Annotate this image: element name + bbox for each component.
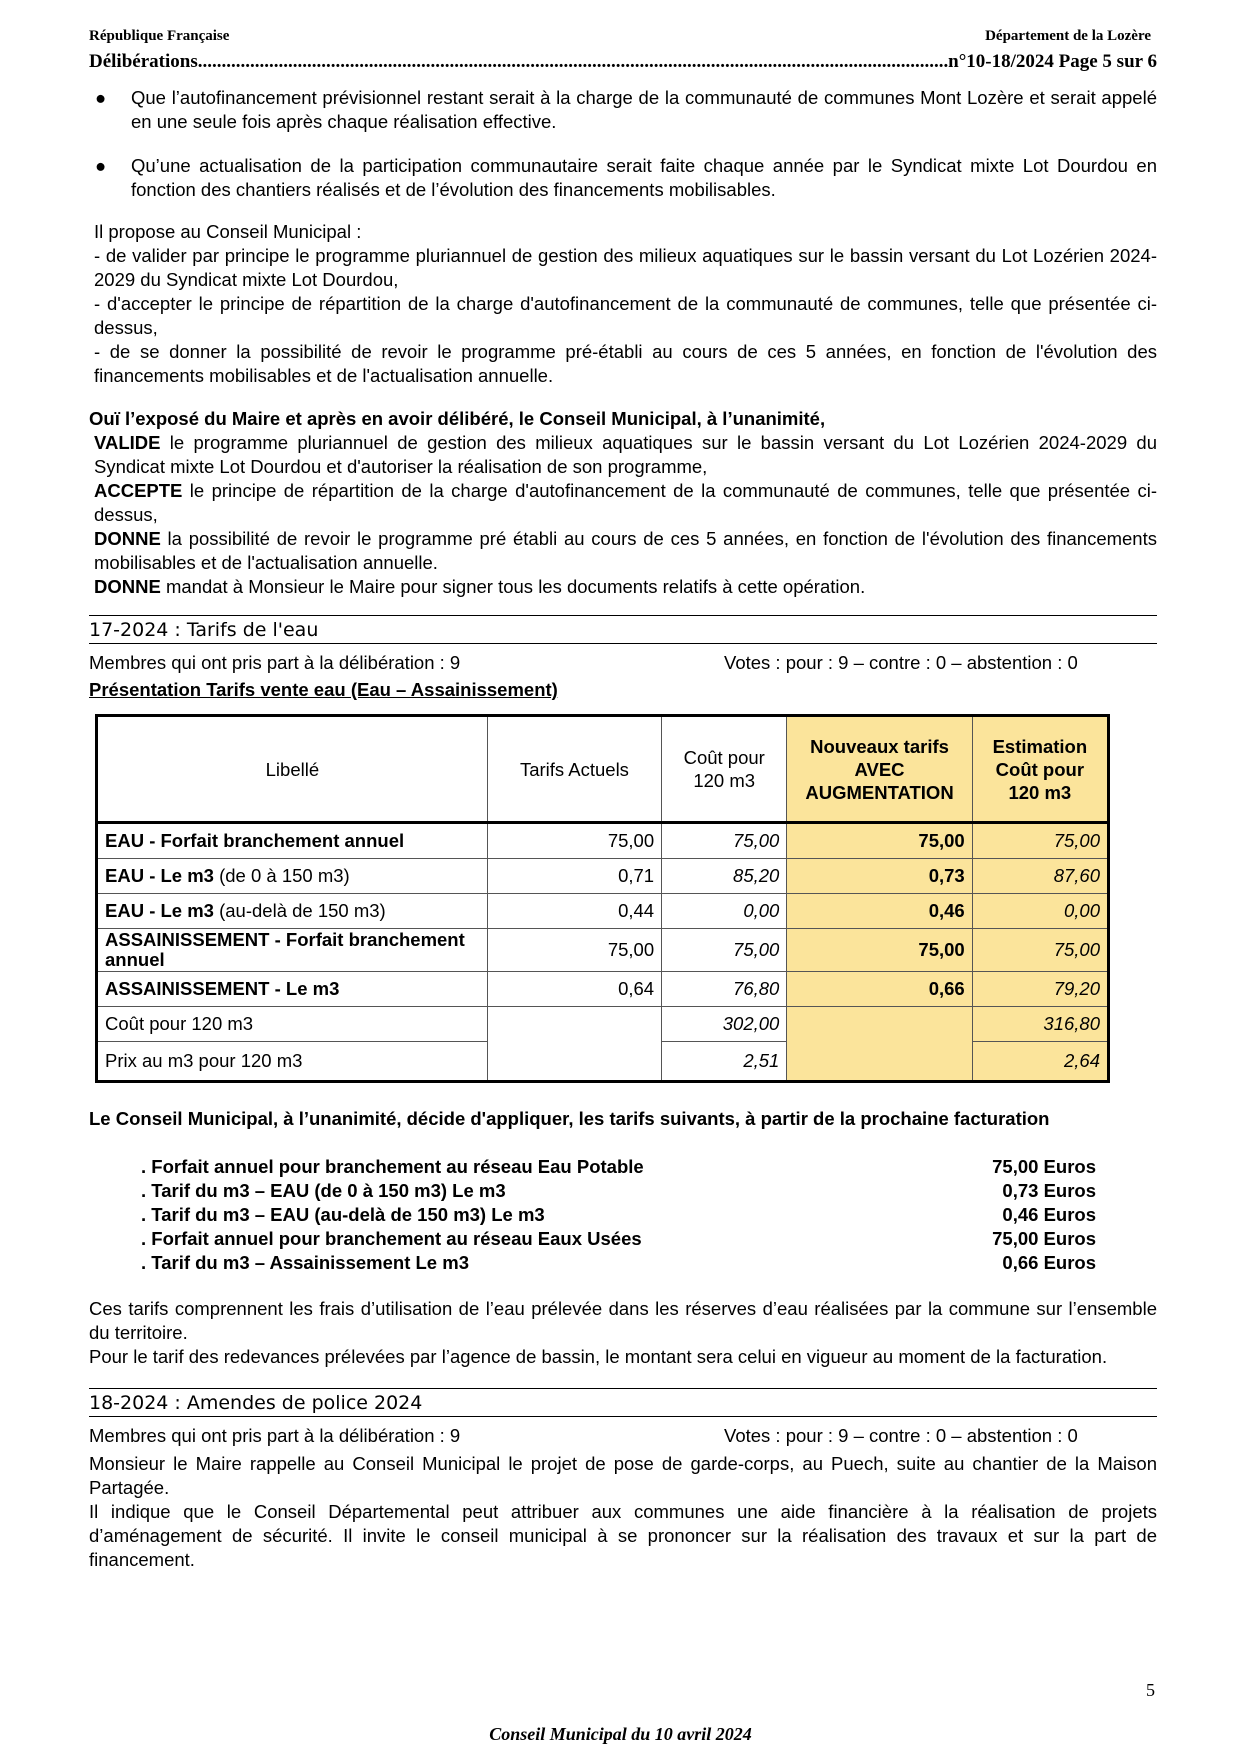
cost-cell: 85,20 — [662, 859, 787, 894]
column-header: Estimation Coût pour 120 m3 — [972, 716, 1108, 823]
decision-keyword: ACCEPTE — [94, 480, 183, 501]
row-label: ASSAINISSEMENT - Le m3 — [97, 972, 488, 1007]
column-header: Tarifs Actuels — [487, 716, 661, 823]
row-label: Prix au m3 pour 120 m3 — [97, 1042, 488, 1082]
list-item — [141, 1251, 1096, 1275]
estimate-cell: 0,00 — [972, 894, 1108, 929]
decision-intro: Ouï l’exposé du Maire et après en avoir délibéré, le Conseil Municipal, à l’unanimité, — [89, 408, 826, 429]
page-footer: Conseil Municipal du 10 avril 2024 — [489, 1724, 752, 1744]
table-row — [97, 859, 1109, 894]
section-paragraph: Monsieur le Maire rappelle au Conseil Municipal le projet de pose de garde-corps, au Puech, suite au chantier de la Maison Partagée. — [89, 1453, 1157, 1498]
table-row — [97, 929, 1109, 972]
page-number: 5 — [1146, 1680, 1155, 1700]
header-dot-leader — [198, 51, 948, 75]
tariff-value: 0,73 Euros — [1002, 1180, 1096, 1201]
current-tariff-cell: 75,00 — [487, 823, 661, 859]
decision-keyword: DONNE — [94, 576, 161, 597]
vote-line — [89, 651, 1157, 675]
current-tariff-cell: 75,00 — [487, 929, 661, 972]
decision-text: mandat à Monsieur le Maire pour signer tous les documents relatifs à cette opération. — [160, 576, 866, 597]
decision-text: le principe de répartition de la charge d'autofinancement de la communauté de communes, telle que présentée ci-dessus, — [94, 480, 1157, 525]
current-tariff-cell: 0,44 — [487, 894, 661, 929]
column-header: Libellé — [97, 716, 488, 823]
tariff-label: . Tarif du m3 – EAU (au-delà de 150 m3) Le m3 — [141, 1204, 545, 1225]
new-tariff-cell: 0,46 — [787, 894, 972, 929]
cost-cell: 75,00 — [662, 929, 787, 972]
estimate-cell: 316,80 — [972, 1007, 1108, 1042]
estimate-cell: 75,00 — [972, 929, 1108, 972]
estimate-cell: 79,20 — [972, 972, 1108, 1007]
row-label: EAU - Forfait branchement annuel — [97, 823, 488, 859]
row-label: Coût pour 120 m3 — [97, 1007, 488, 1042]
list-item — [141, 1155, 1096, 1179]
members-count: Membres qui ont pris part à la délibération : 9 — [89, 652, 461, 673]
tariff-list — [141, 1155, 1096, 1275]
bullet-text: Qu’une actualisation de la participation communautaire serait faite chaque année par le Syndicat mixte Lot Dourdou en fonction des chantiers réalisés et de l’évolution des financements mobilisables. — [131, 155, 1157, 200]
tariffs-table — [95, 714, 1110, 1083]
section-paragraph: Il indique que le Conseil Départemental peut attribuer aux communes une aide financière à la réalisation de projets d’aménagement de sécurité. Il invite le conseil municipal à se prononcer sur la réalisation des travaux et sur la part de financement. — [89, 1501, 1157, 1570]
list-item — [141, 1227, 1096, 1251]
list-item — [141, 1179, 1096, 1203]
current-tariff-cell: 0,71 — [487, 859, 661, 894]
tariff-note: Pour le tarif des redevances prélevées par l’agence de bassin, le montant sera celui en vigueur au moment de la facturation. — [89, 1346, 1108, 1367]
decision-item — [89, 479, 1157, 527]
decision-keyword: VALIDE — [94, 432, 161, 453]
row-label: EAU - Le m3 (au-delà de 150 m3) — [97, 894, 488, 929]
bullet-icon: ● — [95, 155, 107, 176]
cost-cell: 302,00 — [662, 1007, 787, 1042]
bullet-item — [89, 154, 1157, 202]
department-label: Département de la Lozère — [985, 28, 1151, 44]
republic-label: République Française — [89, 28, 230, 44]
tariff-label: . Tarif du m3 – EAU (de 0 à 150 m3) Le m3 — [141, 1180, 506, 1201]
bullet-icon: ● — [95, 87, 107, 108]
cost-cell: 75,00 — [662, 823, 787, 859]
section-title: 17-2024 : Tarifs de l'eau — [89, 615, 1157, 644]
presentation-title: Présentation Tarifs vente eau (Eau – Assainissement) — [89, 679, 558, 700]
new-tariff-cell: 75,00 — [787, 929, 972, 972]
proposal-item: - d'accepter le principe de répartition de la charge d'autofinancement de la communauté de communes, telle que présentée ci-dessus, — [94, 293, 1157, 338]
members-count: Membres qui ont pris part à la délibération : 9 — [89, 1425, 461, 1446]
tariff-label: . Forfait annuel pour branchement au réseau Eaux Usées — [141, 1228, 642, 1249]
estimate-cell: 75,00 — [972, 823, 1108, 859]
row-label: EAU - Le m3 (de 0 à 150 m3) — [97, 859, 488, 894]
tariff-label: . Forfait annuel pour branchement au réseau Eau Potable — [141, 1156, 644, 1177]
new-tariff-cell: 0,73 — [787, 859, 972, 894]
deliberations-label: Délibérations — [89, 51, 198, 72]
decision-item — [89, 527, 1157, 575]
section-title: 18-2024 : Amendes de police 2024 — [89, 1388, 1157, 1417]
new-tariff-cell: 75,00 — [787, 823, 972, 859]
vote-result: Votes : pour : 9 – contre : 0 – abstention : 0 — [724, 652, 1078, 673]
list-item — [141, 1203, 1096, 1227]
vote-line — [89, 1424, 1157, 1448]
estimate-cell: 87,60 — [972, 859, 1108, 894]
bullet-text: Que l’autofinancement prévisionnel restant serait à la charge de la communauté de communes Mont Lozère et serait appelé en une seule fois après chaque réalisation effective. — [131, 87, 1157, 132]
new-tariff-cell — [787, 1007, 972, 1082]
decision-item — [89, 575, 1157, 599]
new-tariff-cell: 0,66 — [787, 972, 972, 1007]
table-header-row — [97, 716, 1109, 823]
proposal-item: - de valider par principe le programme pluriannuel de gestion des milieux aquatiques sur le bassin versant du Lot Lozérien 2024-2029 du Syndicat mixte Lot Dourdou, — [94, 245, 1157, 290]
bullet-item — [89, 86, 1157, 134]
column-header: Coût pour 120 m3 — [662, 716, 787, 823]
page-content — [89, 86, 1157, 1572]
table-row — [97, 1007, 1109, 1042]
cost-cell: 2,51 — [662, 1042, 787, 1082]
estimate-cell: 2,64 — [972, 1042, 1108, 1082]
page-header-top — [89, 28, 1157, 48]
page-header-bottom — [89, 51, 1157, 75]
cost-cell: 0,00 — [662, 894, 787, 929]
decision-text: la possibilité de revoir le programme pré établi au cours de ces 5 années, en fonction de l'évolution des financements mobilisables et de l'actualisation annuelle. — [94, 528, 1157, 573]
decision-keyword: DONNE — [94, 528, 161, 549]
table-row — [97, 972, 1109, 1007]
tariff-value: 75,00 Euros — [992, 1228, 1096, 1249]
current-tariff-cell — [487, 1007, 661, 1082]
row-label: ASSAINISSEMENT - Forfait branchement annuel — [97, 929, 488, 972]
proposal-intro: Il propose au Conseil Municipal : — [94, 221, 362, 242]
cost-cell: 76,80 — [662, 972, 787, 1007]
tariff-label: . Tarif du m3 – Assainissement Le m3 — [141, 1252, 469, 1273]
council-decision: Le Conseil Municipal, à l’unanimité, décide d'appliquer, les tarifs suivants, à partir de la prochaine facturation — [89, 1108, 1050, 1129]
column-header: Nouveaux tarifs AVEC AUGMENTATION — [787, 716, 972, 823]
tariff-value: 75,00 Euros — [992, 1156, 1096, 1177]
decision-text: le programme pluriannuel de gestion des milieux aquatiques sur le bassin versant du Lot Lozérien 2024-2029 du Syndicat mixte Lot Dourdou et d'autoriser la réalisation de son programme, — [94, 432, 1157, 477]
proposal-item: - de se donner la possibilité de revoir le programme pré-établi au cours de ces 5 années, en fonction de l'évolution des financements mobilisables et de l'actualisation annuelle. — [94, 341, 1157, 386]
tariff-value: 0,66 Euros — [1002, 1252, 1096, 1273]
decision-item — [89, 431, 1157, 479]
deliberation-number: n°10-18/2024 Page 5 sur 6 — [948, 51, 1157, 72]
current-tariff-cell: 0,64 — [487, 972, 661, 1007]
tariff-value: 0,46 Euros — [1002, 1204, 1096, 1225]
vote-result: Votes : pour : 9 – contre : 0 – abstention : 0 — [724, 1425, 1078, 1446]
tariff-note: Ces tarifs comprennent les frais d’utilisation de l’eau prélevée dans les réserves d’eau réalisées par la commune sur l’ensemble du territoire. — [89, 1298, 1157, 1343]
table-row — [97, 894, 1109, 929]
table-row — [97, 823, 1109, 859]
